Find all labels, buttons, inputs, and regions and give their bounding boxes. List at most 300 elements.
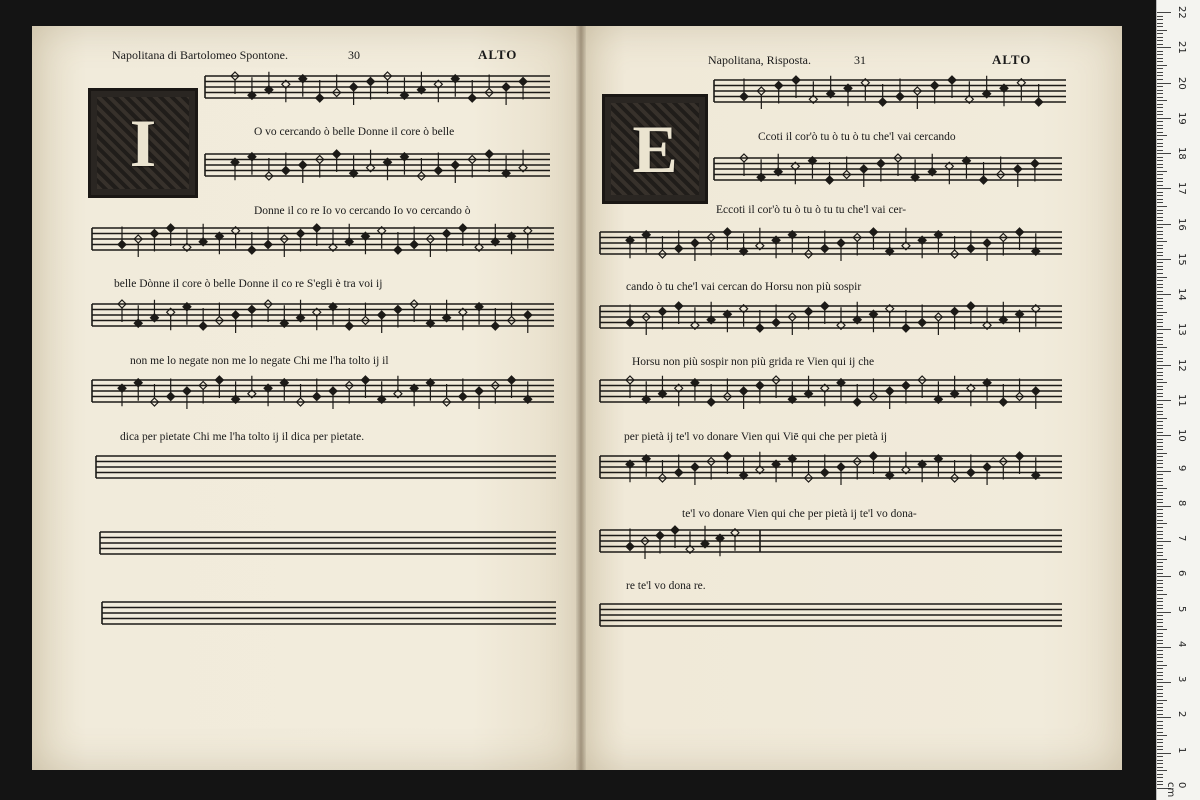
note-head <box>821 469 829 477</box>
ruler-minor-tick <box>1157 615 1163 616</box>
ruler-minor-tick <box>1157 703 1163 704</box>
ruler-minor-tick <box>1157 767 1163 768</box>
note-head <box>313 393 321 401</box>
note-head <box>626 319 634 327</box>
ruler-minor-tick <box>1157 396 1163 397</box>
ruler-minor-tick <box>1157 245 1163 246</box>
note-head <box>826 176 834 184</box>
ruler-minor-tick <box>1157 675 1163 676</box>
ruler-minor-tick <box>1157 375 1163 376</box>
right-part-name: ALTO <box>992 52 1032 67</box>
ruler-minor-tick <box>1157 340 1163 341</box>
note-head <box>1016 228 1024 236</box>
ruler-minor-tick <box>1157 150 1163 151</box>
staff <box>760 530 1062 552</box>
note-head <box>333 150 341 158</box>
ruler-label: 16 <box>1176 217 1187 231</box>
ruler-minor-tick <box>1157 266 1163 267</box>
note-head <box>345 322 353 330</box>
note-head <box>199 322 207 330</box>
ruler-major-tick <box>1157 647 1171 648</box>
ruler-minor-tick <box>1157 90 1163 91</box>
note-head <box>740 387 748 395</box>
staff <box>714 76 1066 109</box>
staff <box>96 456 556 478</box>
ruler-minor-tick <box>1157 453 1167 454</box>
ruler-minor-tick <box>1157 590 1163 591</box>
note-head <box>1032 387 1040 395</box>
note-head <box>248 246 256 254</box>
ruler-minor-tick <box>1157 520 1163 521</box>
staff <box>100 532 556 554</box>
left-header-title: Napolitana di Bartolomeo Spontone. <box>112 48 288 62</box>
ruler-minor-tick <box>1157 746 1163 747</box>
ruler-minor-tick <box>1157 531 1163 532</box>
ruler-minor-tick <box>1157 284 1163 285</box>
ruler-minor-tick <box>1157 449 1163 450</box>
ruler-minor-tick <box>1157 269 1163 270</box>
note-head <box>821 302 829 310</box>
ruler-minor-tick <box>1157 404 1163 405</box>
ruler-minor-tick <box>1157 587 1163 588</box>
ruler-minor-tick <box>1157 23 1163 24</box>
ruler-major-tick <box>1157 47 1171 48</box>
ruler-minor-tick <box>1157 305 1163 306</box>
ruler-label: 15 <box>1176 252 1187 266</box>
note-head <box>740 93 748 101</box>
ruler-minor-tick <box>1157 559 1167 560</box>
ruler-minor-tick <box>1157 139 1163 140</box>
ruler-major-tick <box>1157 541 1171 542</box>
ruler-minor-tick <box>1157 710 1163 711</box>
note-head <box>967 302 975 310</box>
ruler-minor-tick <box>1157 622 1163 623</box>
ruler-minor-tick <box>1157 351 1163 352</box>
ruler-minor-tick <box>1157 234 1163 235</box>
note-head <box>671 526 679 534</box>
note-head <box>805 308 813 316</box>
ruler-major-tick <box>1157 12 1171 13</box>
ruler-minor-tick <box>1157 79 1163 80</box>
note-head <box>519 78 527 86</box>
note-head <box>459 224 467 232</box>
right-decorated-initial: E <box>602 94 708 204</box>
ruler-minor-tick <box>1157 167 1163 168</box>
ruler-label: 17 <box>1176 182 1187 196</box>
ruler-minor-tick <box>1157 382 1167 383</box>
note-head <box>775 82 783 90</box>
ruler-minor-tick <box>1157 421 1163 422</box>
note-head <box>434 167 442 175</box>
ruler-minor-tick <box>1157 495 1163 496</box>
ruler-minor-tick <box>1157 358 1163 359</box>
ruler-minor-tick <box>1157 199 1163 200</box>
ruler-label: 6 <box>1176 570 1187 577</box>
note-head <box>502 83 510 91</box>
staff <box>205 72 550 105</box>
ruler-minor-tick <box>1157 725 1163 726</box>
ruler-minor-tick <box>1157 657 1163 658</box>
note-head <box>491 322 499 330</box>
note-head <box>394 246 402 254</box>
ruler-minor-tick <box>1157 626 1163 627</box>
ruler-minor-tick <box>1157 513 1163 514</box>
ruler-minor-tick <box>1157 174 1163 175</box>
right-lyric-line: Horsu non più sospir non più grida re Vien qui ij che <box>632 356 875 368</box>
note-head <box>902 324 910 332</box>
ruler-label: 13 <box>1176 323 1187 337</box>
ruler-major-tick <box>1157 400 1171 401</box>
ruler-minor-tick <box>1157 40 1163 41</box>
ruler-minor-tick <box>1157 463 1163 464</box>
note-head <box>282 167 290 175</box>
left-part-name: ALTO <box>478 47 518 62</box>
ruler-label: 7 <box>1176 535 1187 542</box>
ruler-minor-tick <box>1157 679 1163 680</box>
ruler-label: 22 <box>1176 6 1187 19</box>
note-head <box>675 302 683 310</box>
ruler-label: 8 <box>1176 499 1187 507</box>
note-head <box>443 230 451 238</box>
note-head <box>918 319 926 327</box>
note-head <box>367 78 375 86</box>
ruler-minor-tick <box>1157 580 1163 581</box>
ruler-minor-tick <box>1157 686 1163 687</box>
note-head <box>329 387 337 395</box>
ruler-minor-tick <box>1157 368 1163 369</box>
ruler-minor-tick <box>1157 672 1163 673</box>
note-head <box>656 532 664 540</box>
ruler-minor-tick <box>1157 488 1167 489</box>
ruler-minor-tick <box>1157 411 1163 412</box>
ruler-minor-tick <box>1157 315 1163 316</box>
note-head <box>451 161 459 169</box>
note-head <box>468 94 476 102</box>
ruler-major-tick <box>1157 294 1171 295</box>
note-head <box>658 308 666 316</box>
ruler-minor-tick <box>1157 608 1163 609</box>
ruler-minor-tick <box>1157 51 1163 52</box>
ruler-minor-tick <box>1157 192 1163 193</box>
note-head <box>983 463 991 471</box>
ruler-minor-tick <box>1157 361 1163 362</box>
ruler-major-tick <box>1157 365 1171 366</box>
staff <box>600 376 1062 409</box>
ruler-minor-tick <box>1157 756 1163 757</box>
ruler-major-tick <box>1157 259 1171 260</box>
ruler-major-tick <box>1157 612 1171 613</box>
note-head <box>1031 160 1039 168</box>
left-lyric-line: O vo cercando ò belle Donne il core ò belle <box>254 126 455 138</box>
ruler-minor-tick <box>1157 481 1163 482</box>
ruler-major-tick <box>1157 753 1171 754</box>
note-head <box>485 150 493 158</box>
ruler-minor-tick <box>1157 30 1167 31</box>
ruler-minor-tick <box>1157 689 1163 690</box>
note-head <box>896 93 904 101</box>
note-head <box>1016 452 1024 460</box>
measuring-ruler <box>1156 0 1200 800</box>
right-lyric-line: per pietà ij te'l vo donare Vien qui Viē qui che per pietà ij <box>624 431 888 443</box>
ruler-label: 0 cm <box>1165 782 1187 798</box>
ruler-minor-tick <box>1157 777 1163 778</box>
ruler-minor-tick <box>1157 298 1163 299</box>
ruler-minor-tick <box>1157 728 1163 729</box>
note-head <box>313 224 321 232</box>
ruler-minor-tick <box>1157 337 1163 338</box>
ruler-minor-tick <box>1157 538 1163 539</box>
ruler-minor-tick <box>1157 54 1163 55</box>
ruler-minor-tick <box>1157 650 1163 651</box>
ruler-minor-tick <box>1157 206 1167 207</box>
note-head <box>167 393 175 401</box>
ruler-minor-tick <box>1157 439 1163 440</box>
left-page-number: 30 <box>348 48 360 62</box>
ruler-minor-tick <box>1157 442 1163 443</box>
ruler-minor-tick <box>1157 566 1163 567</box>
ruler-minor-tick <box>1157 164 1163 165</box>
left-lyric-line: belle Dònne il core ò belle Donne il co re S'egli è tra voi ij <box>114 278 383 290</box>
note-head <box>297 230 305 238</box>
note-head <box>215 376 223 384</box>
note-head <box>524 311 532 319</box>
note-head <box>999 398 1007 406</box>
ruler-minor-tick <box>1157 135 1167 136</box>
ruler-minor-tick <box>1157 763 1163 764</box>
ruler-minor-tick <box>1157 160 1163 161</box>
ruler-minor-tick <box>1157 643 1163 644</box>
note-head <box>853 398 861 406</box>
ruler-minor-tick <box>1157 220 1163 221</box>
ruler-minor-tick <box>1157 19 1163 20</box>
ruler-minor-tick <box>1157 100 1167 101</box>
ruler-minor-tick <box>1157 654 1163 655</box>
ruler-major-tick <box>1157 329 1171 330</box>
ruler-minor-tick <box>1157 386 1163 387</box>
ruler-minor-tick <box>1157 213 1163 214</box>
ruler-minor-tick <box>1157 171 1167 172</box>
ruler-minor-tick <box>1157 555 1163 556</box>
ruler-minor-tick <box>1157 467 1163 468</box>
ruler-minor-tick <box>1157 104 1163 105</box>
ruler-minor-tick <box>1157 231 1163 232</box>
note-head <box>902 382 910 390</box>
ruler-minor-tick <box>1157 548 1163 549</box>
ruler-minor-tick <box>1157 598 1163 599</box>
ruler-label: 18 <box>1176 147 1187 160</box>
ruler-minor-tick <box>1157 75 1163 76</box>
staff <box>92 300 554 333</box>
ruler-minor-tick <box>1157 143 1163 144</box>
ruler-minor-tick <box>1157 781 1163 782</box>
note-head <box>675 245 683 253</box>
note-head <box>792 76 800 84</box>
ruler-minor-tick <box>1157 347 1167 348</box>
ruler-minor-tick <box>1157 636 1163 637</box>
ruler-minor-tick <box>1157 534 1163 535</box>
staff <box>600 604 1062 626</box>
ruler-minor-tick <box>1157 322 1163 323</box>
ruler-label: 12 <box>1176 358 1187 372</box>
ruler-minor-tick <box>1157 784 1163 785</box>
ruler-minor-tick <box>1157 97 1163 98</box>
ruler-minor-tick <box>1157 552 1163 553</box>
ruler-minor-tick <box>1157 202 1163 203</box>
ruler-minor-tick <box>1157 114 1163 115</box>
ruler-minor-tick <box>1157 696 1163 697</box>
ruler-minor-tick <box>1157 770 1167 771</box>
ruler-minor-tick <box>1157 301 1163 302</box>
ruler-minor-tick <box>1157 252 1163 253</box>
note-head <box>299 161 307 169</box>
ruler-major-tick <box>1157 506 1171 507</box>
note-head <box>983 239 991 247</box>
ruler-minor-tick <box>1157 241 1167 242</box>
ruler-minor-tick <box>1157 492 1163 493</box>
note-head <box>508 376 516 384</box>
note-head <box>756 324 764 332</box>
ruler-minor-tick <box>1157 474 1163 475</box>
ruler-minor-tick <box>1157 735 1167 736</box>
ruler-minor-tick <box>1157 312 1167 313</box>
staff <box>600 526 760 559</box>
ruler-minor-tick <box>1157 111 1163 112</box>
ruler-minor-tick <box>1157 523 1167 524</box>
note-head <box>1035 98 1043 106</box>
staff <box>600 452 1062 485</box>
staff <box>102 602 556 624</box>
ruler-label: 19 <box>1176 111 1187 125</box>
ruler-minor-tick <box>1157 446 1163 447</box>
note-head <box>869 452 877 460</box>
left-lyric-line: non me lo negate non me lo negate Chi me l'ha tolto ij il <box>130 355 389 367</box>
ruler-major-tick <box>1157 435 1171 436</box>
ruler-minor-tick <box>1157 583 1163 584</box>
ruler-minor-tick <box>1157 185 1163 186</box>
ruler-major-tick <box>1157 471 1171 472</box>
ruler-major-tick <box>1157 682 1171 683</box>
right-lyric-line: cando ò tu che'l vai cercan do Horsu non più sospir <box>626 281 862 293</box>
ruler-minor-tick <box>1157 661 1163 662</box>
ruler-minor-tick <box>1157 742 1163 743</box>
note-head <box>475 387 483 395</box>
right-lyric-line: Eccoti il cor'ò tu ò tu ò tu tu che'l vai cer- <box>716 204 907 216</box>
ruler-minor-tick <box>1157 418 1167 419</box>
ruler-minor-tick <box>1157 707 1163 708</box>
note-head <box>980 176 988 184</box>
ruler-minor-tick <box>1157 273 1163 274</box>
ruler-label: 4 <box>1176 640 1187 648</box>
ruler-minor-tick <box>1157 545 1163 546</box>
ruler-minor-tick <box>1157 693 1163 694</box>
staff <box>600 228 1062 261</box>
right-lyric-line: te'l vo donare Vien qui che per pietà ij te'l vo dona- <box>682 508 917 520</box>
note-head <box>410 241 418 249</box>
ruler-minor-tick <box>1157 93 1163 94</box>
ruler-minor-tick <box>1157 379 1163 380</box>
ruler-minor-tick <box>1157 721 1163 722</box>
ruler-minor-tick <box>1157 714 1163 715</box>
left-decorated-initial: I <box>88 88 198 198</box>
ruler-minor-tick <box>1157 146 1163 147</box>
ruler-minor-tick <box>1157 280 1163 281</box>
note-head <box>150 230 158 238</box>
ruler-minor-tick <box>1157 128 1163 129</box>
ruler-minor-tick <box>1157 700 1167 701</box>
ruler-minor-tick <box>1157 527 1163 528</box>
ruler-minor-tick <box>1157 594 1167 595</box>
ruler-minor-tick <box>1157 68 1163 69</box>
ruler-minor-tick <box>1157 432 1163 433</box>
ruler-minor-tick <box>1157 665 1167 666</box>
staff <box>92 376 554 409</box>
ruler-minor-tick <box>1157 354 1163 355</box>
note-head <box>860 165 868 173</box>
ruler-minor-tick <box>1157 326 1163 327</box>
staff <box>714 154 1062 187</box>
ruler-minor-tick <box>1157 248 1163 249</box>
ruler-label: 5 <box>1176 605 1187 612</box>
note-head <box>879 98 887 106</box>
note-head <box>886 387 894 395</box>
ruler-minor-tick <box>1157 121 1163 122</box>
ruler-minor-tick <box>1157 573 1163 574</box>
note-head <box>772 319 780 327</box>
ruler-minor-tick <box>1157 760 1163 761</box>
note-head <box>967 245 975 253</box>
note-head <box>723 452 731 460</box>
ruler-minor-tick <box>1157 227 1163 228</box>
ruler-minor-tick <box>1157 217 1163 218</box>
ruler-major-tick <box>1157 188 1171 189</box>
note-head <box>378 311 386 319</box>
ruler-minor-tick <box>1157 739 1163 740</box>
ruler-minor-tick <box>1157 61 1163 62</box>
ruler-minor-tick <box>1157 619 1163 620</box>
right-lyric-line: re te'l vo dona re. <box>626 580 706 592</box>
ruler-minor-tick <box>1157 277 1167 278</box>
ruler-minor-tick <box>1157 499 1163 500</box>
ruler-minor-tick <box>1157 456 1163 457</box>
ruler-minor-tick <box>1157 393 1163 394</box>
note-head <box>167 224 175 232</box>
ruler-minor-tick <box>1157 344 1163 345</box>
ruler-minor-tick <box>1157 86 1163 87</box>
note-head <box>821 245 829 253</box>
ruler-minor-tick <box>1157 195 1163 196</box>
ruler-minor-tick <box>1157 333 1163 334</box>
ruler-minor-tick <box>1157 319 1163 320</box>
left-lyric-line: Donne il co re Io vo cercando Io vo cercando ò <box>254 205 471 217</box>
ruler-minor-tick <box>1157 668 1163 669</box>
ruler-minor-tick <box>1157 181 1163 182</box>
ruler-minor-tick <box>1157 372 1163 373</box>
ruler-minor-tick <box>1157 72 1163 73</box>
ruler-label: 1 <box>1176 746 1187 754</box>
ruler-label: 20 <box>1176 76 1187 90</box>
note-head <box>707 398 715 406</box>
ruler-minor-tick <box>1157 502 1163 503</box>
note-head <box>691 239 699 247</box>
note-head <box>232 311 240 319</box>
note-head <box>837 463 845 471</box>
ruler-minor-tick <box>1157 44 1163 45</box>
ruler-minor-tick <box>1157 255 1163 256</box>
ruler-minor-tick <box>1157 16 1163 17</box>
note-head <box>931 82 939 90</box>
ruler-minor-tick <box>1157 26 1163 27</box>
ruler-minor-tick <box>1157 407 1163 408</box>
